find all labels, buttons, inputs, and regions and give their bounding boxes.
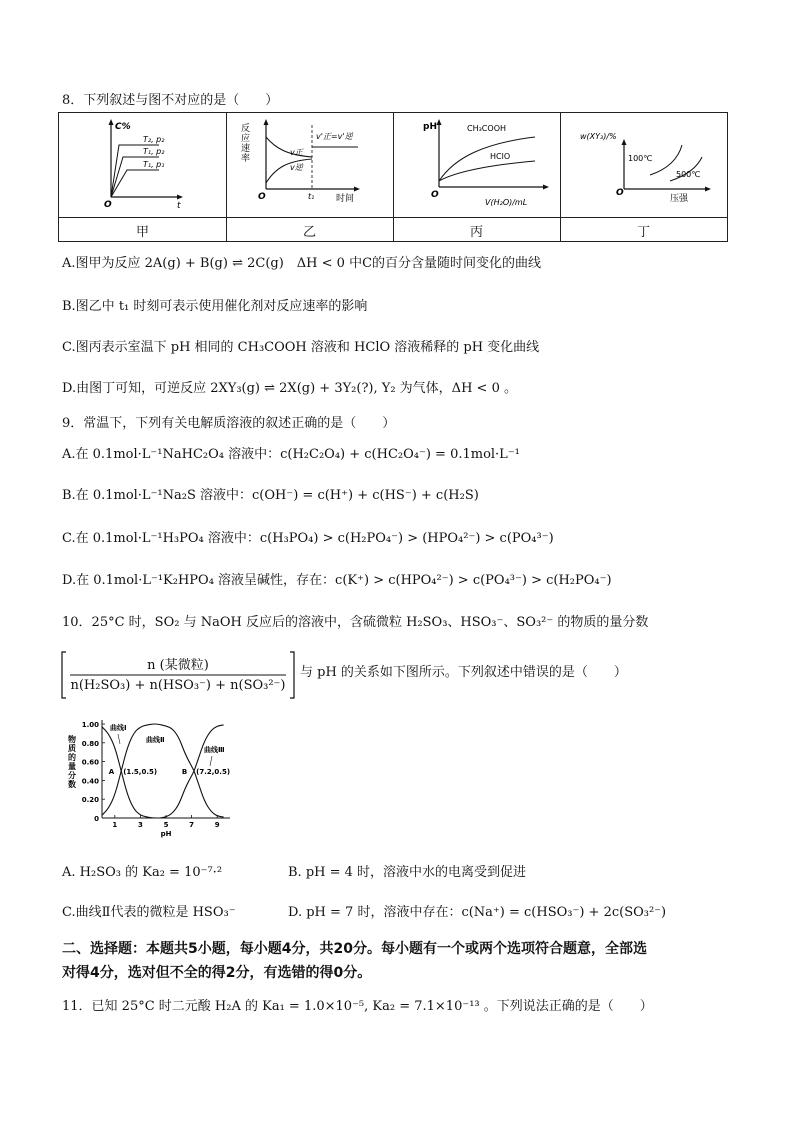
y-axis-label-char: 分 [68, 771, 76, 780]
y-axis-label-char: 物 [68, 735, 76, 744]
caption-ding: 丁 [636, 225, 650, 240]
y-axis-label-char: 数 [68, 780, 76, 789]
q10-fraction [60, 650, 296, 700]
fig-yi-vzheng: v正 [290, 148, 303, 157]
q8-option-b: B.图乙中 t₁ 时刻可表示使用催化剂对反应速率的影响 [62, 299, 368, 314]
point-B-coord: (7.2,0.5) [196, 768, 231, 776]
section2-line2: 对得4分，选对但不全的得2分，有选错的得0分。 [62, 965, 372, 981]
q8-figure-table [58, 112, 728, 242]
q9-title: 9．常温下，下列有关电解质溶液的叙述正确的是（ ） [62, 416, 396, 431]
q10-after-fraction: 与 pH 的关系如下图所示。下列叙述中错误的是（ ） [300, 665, 627, 680]
x-tick-label: 1 [112, 821, 118, 829]
y-tick-label: 0 [94, 815, 99, 823]
fig-ding [562, 115, 725, 215]
fig-jia-line2: T₁, p₂ [143, 147, 165, 156]
q8-title: 8．下列叙述与图不对应的是（ ） [62, 93, 279, 108]
point-A-letter: A [108, 768, 115, 776]
fig-jia-line3: T₁, p₁ [143, 160, 165, 169]
y-tick-label: 0.80 [81, 739, 99, 748]
q8-option-c: C.图丙表示室温下 pH 相同的 CH₃COOH 溶液和 HClO 溶液稀释的 pH 变化曲线 [62, 340, 540, 355]
point-B-letter: B [181, 768, 188, 776]
y-tick-label: 0.20 [81, 796, 99, 805]
fig-ding-c1: 100℃ [628, 154, 653, 163]
q10-option-d: D. pH = 7 时，溶液中存在：c(Na⁺) = c(HSO₃⁻) + 2c(SO₃²⁻) [288, 905, 667, 920]
q10-option-b: B. pH = 4 时，溶液中水的电离受到促进 [288, 865, 527, 880]
x-tick-label: 3 [137, 821, 143, 829]
series-leader-3 [210, 756, 212, 766]
fig-bing-ylabel: pH [423, 122, 437, 132]
series-leader-1 [118, 734, 120, 744]
q11-title: 11．已知 25°C 时二元酸 H₂A 的 Ka₁ = 1.0×10⁻⁵, Ka₂ = 7.1×10⁻¹³ 。下列说法正确的是（ ） [62, 999, 653, 1014]
fig-jia-line1: T₂, p₂ [143, 135, 165, 144]
fig-yi-origin: O [258, 192, 266, 202]
y-axis-label-char: 量 [68, 762, 76, 771]
fig-yi-ylabel-2: 应 [241, 134, 251, 144]
q9-option-c: C.在 0.1mol·L⁻¹H₃PO₄ 溶液中：c(H₃PO₄) > c(H₂PO₄⁻) > (HPO₄²⁻) > c(PO₄³⁻) [62, 531, 554, 546]
x-tick-label: 7 [189, 821, 195, 829]
fig-jia-origin: O [104, 200, 112, 210]
y-tick-label: 0.40 [81, 777, 99, 786]
y-tick-label: 1.00 [81, 721, 99, 729]
series-label-1: 曲线Ⅰ [110, 724, 127, 732]
q9-option-d: D.在 0.1mol·L⁻¹K₂HPO₄ 溶液呈碱性，存在：c(K⁺) > c(HPO₄²⁻) > c(PO₄³⁻) > c(H₂PO₄⁻) [62, 573, 612, 588]
fig-yi-ylabel-1: 反 [241, 124, 251, 134]
series-label-2: 曲线Ⅱ [146, 736, 165, 744]
fig-ding-xlabel: 压强 [670, 194, 689, 204]
q9-option-b: B.在 0.1mol·L⁻¹Na₂S 溶液中：c(OH⁻) = c(H⁺) + c(HS⁻) + c(H₂S) [62, 488, 479, 503]
x-tick-label: 5 [163, 821, 169, 829]
fig-ding-origin: O [616, 188, 624, 198]
fig-yi [228, 115, 391, 215]
section2-line1: 二、选择题：本题共5小题，每小题4分，共20分。每小题有一个或两个选项符合题意，全部选 [62, 941, 647, 957]
q9-option-a: A.在 0.1mol·L⁻¹NaHC₂O₄ 溶液中：c(H₂C₂O₄) + c(HC₂O₄⁻) = 0.1mol·L⁻¹ [62, 447, 520, 462]
fig-yi-t1: t₁ [308, 192, 315, 201]
species-fraction-chart [60, 714, 240, 846]
fig-bing-curve1: CH₃COOH [467, 124, 507, 133]
point-A-coord: (1.5,0.5) [123, 768, 158, 776]
fig-yi-eq: v'正=v'逆 [316, 132, 353, 141]
caption-yi: 乙 [302, 225, 316, 240]
caption-jia: 甲 [135, 225, 149, 240]
q10-numerator: n (某微粒) [147, 658, 209, 673]
fig-bing-origin: O [431, 190, 439, 200]
x-axis-label: pH [160, 830, 172, 838]
x-tick-label: 9 [214, 821, 220, 829]
y-axis-label-char: 的 [68, 753, 76, 762]
fig-yi-ylabel-4: 率 [241, 154, 251, 164]
fig-ding-c2: 500℃ [676, 170, 701, 179]
y-axis-label-char: 质 [68, 744, 76, 753]
fig-jia [61, 115, 224, 215]
q10-option-c: C.曲线Ⅱ代表的微粒是 HSO₃⁻ [62, 905, 236, 920]
fig-yi-vni: v逆 [290, 163, 303, 172]
q10-denominator: n(H₂SO₃) + n(HSO₃⁻) + n(SO₃²⁻) [70, 678, 286, 693]
q10-title: 10．25°C 时，SO₂ 与 NaOH 反应后的溶液中，含硫微粒 H₂SO₃、HSO₃⁻、SO₃²⁻ 的物质的量分数 [62, 615, 649, 630]
y-tick-label: 0.60 [81, 758, 99, 767]
fig-jia-ylabel: C% [115, 122, 131, 132]
fig-ding-ylabel: w(XY₃)/% [580, 132, 617, 141]
q10-option-a: A. H₂SO₃ 的 Ka₂ = 10⁻⁷·² [62, 865, 223, 880]
fig-yi-ylabel-3: 速 [241, 144, 251, 154]
caption-bing: 丙 [469, 225, 483, 240]
fig-bing-xlabel: V(H₂O)/mL [485, 198, 528, 207]
fig-bing-curve2: HClO [490, 152, 511, 161]
series-label-3: 曲线Ⅲ [204, 746, 225, 754]
fig-bing [395, 115, 558, 215]
fig-yi-xlabel: 时间 [336, 194, 355, 204]
fig-jia-xlabel: t [177, 201, 181, 211]
q8-option-a: A.图甲为反应 2A(g) + B(g) ⇌ 2C(g) ΔH < 0 中C的百分含量随时间变化的曲线 [62, 256, 542, 271]
q8-option-d: D.由图丁可知，可逆反应 2XY₃(g) ⇌ 2X(g) + 3Y₂(?), Y₂ 为气体，ΔH < 0 。 [62, 381, 517, 396]
